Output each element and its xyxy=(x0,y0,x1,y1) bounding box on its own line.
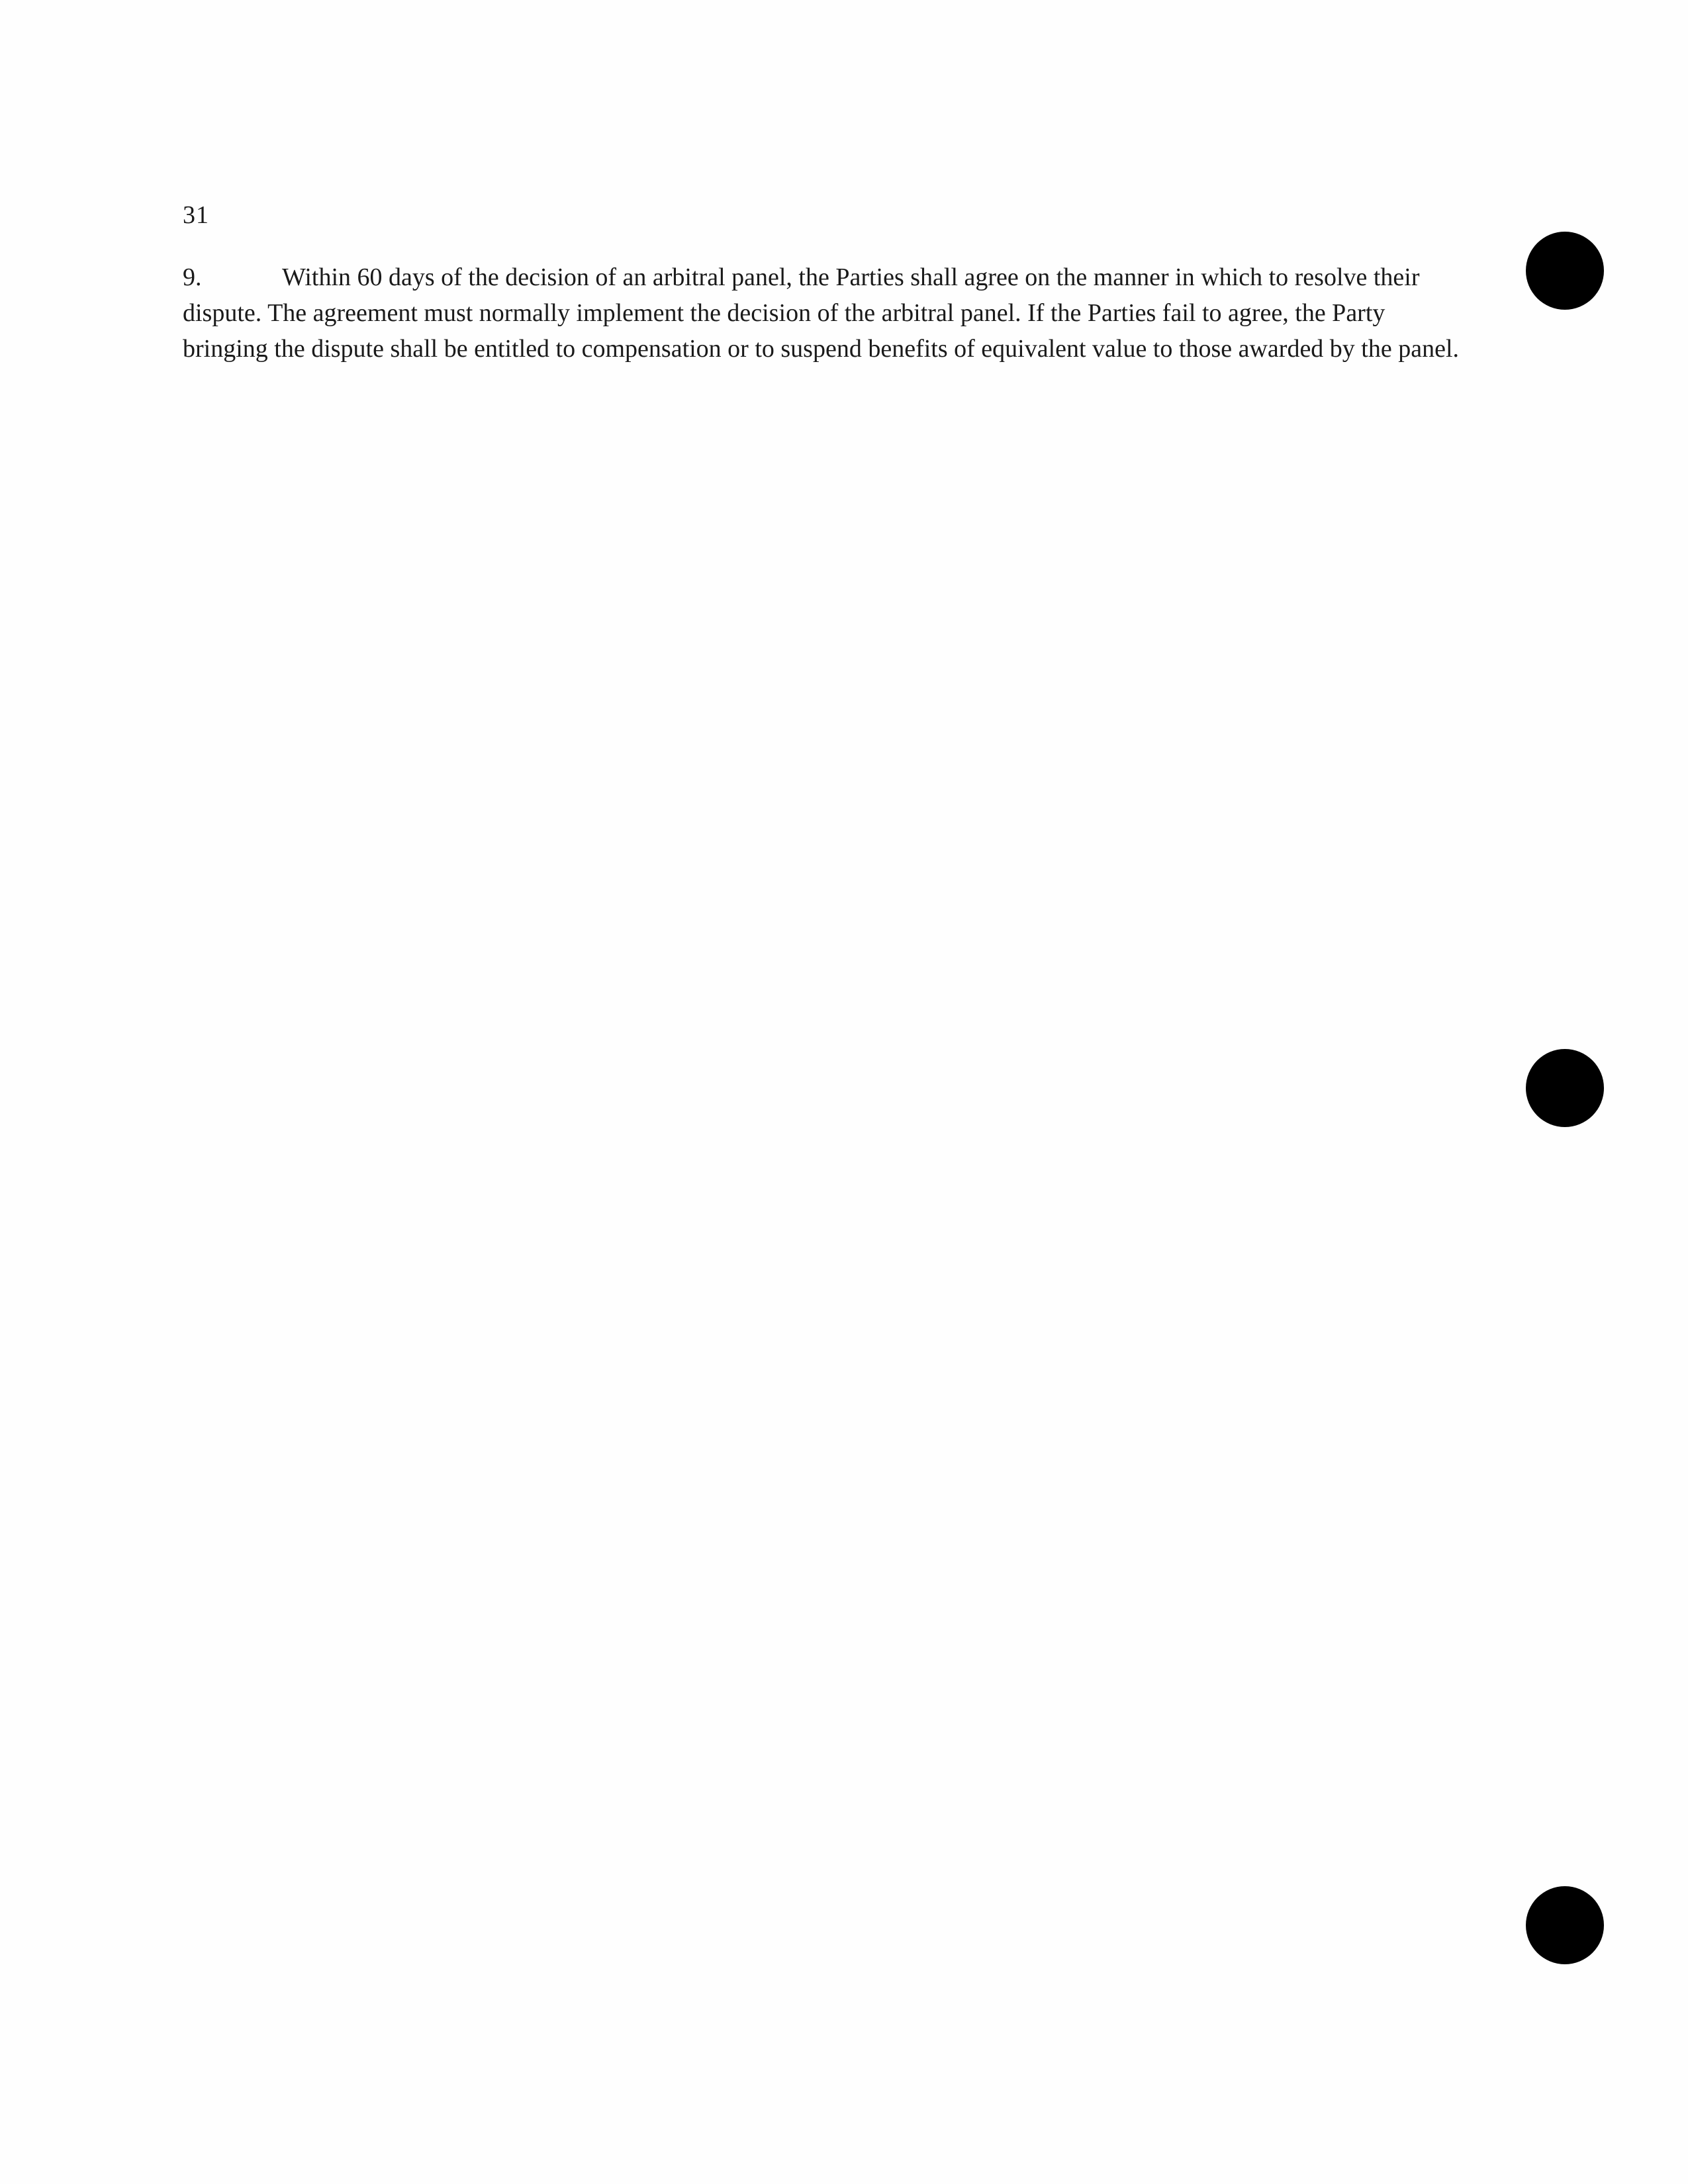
paragraph-text: Within 60 days of the decision of an arbitral panel, the Parties shall agree on the manner in which to resolve their dispute. The agreement must normally implement the decision of the arbitral panel. If the Parties fail to agree, the Party bringing the dispute shall be entitled to compensation or to suspend benefits of equivalent value to those awarded by the panel. xyxy=(183,263,1460,363)
punch-hole-top xyxy=(1526,232,1604,310)
punch-hole-bottom xyxy=(1526,1886,1604,1964)
page-number: 31 xyxy=(183,201,209,229)
punch-hole-middle xyxy=(1526,1049,1604,1127)
paragraph-number: 9. xyxy=(183,263,202,291)
paragraph-9 xyxy=(183,259,1474,367)
